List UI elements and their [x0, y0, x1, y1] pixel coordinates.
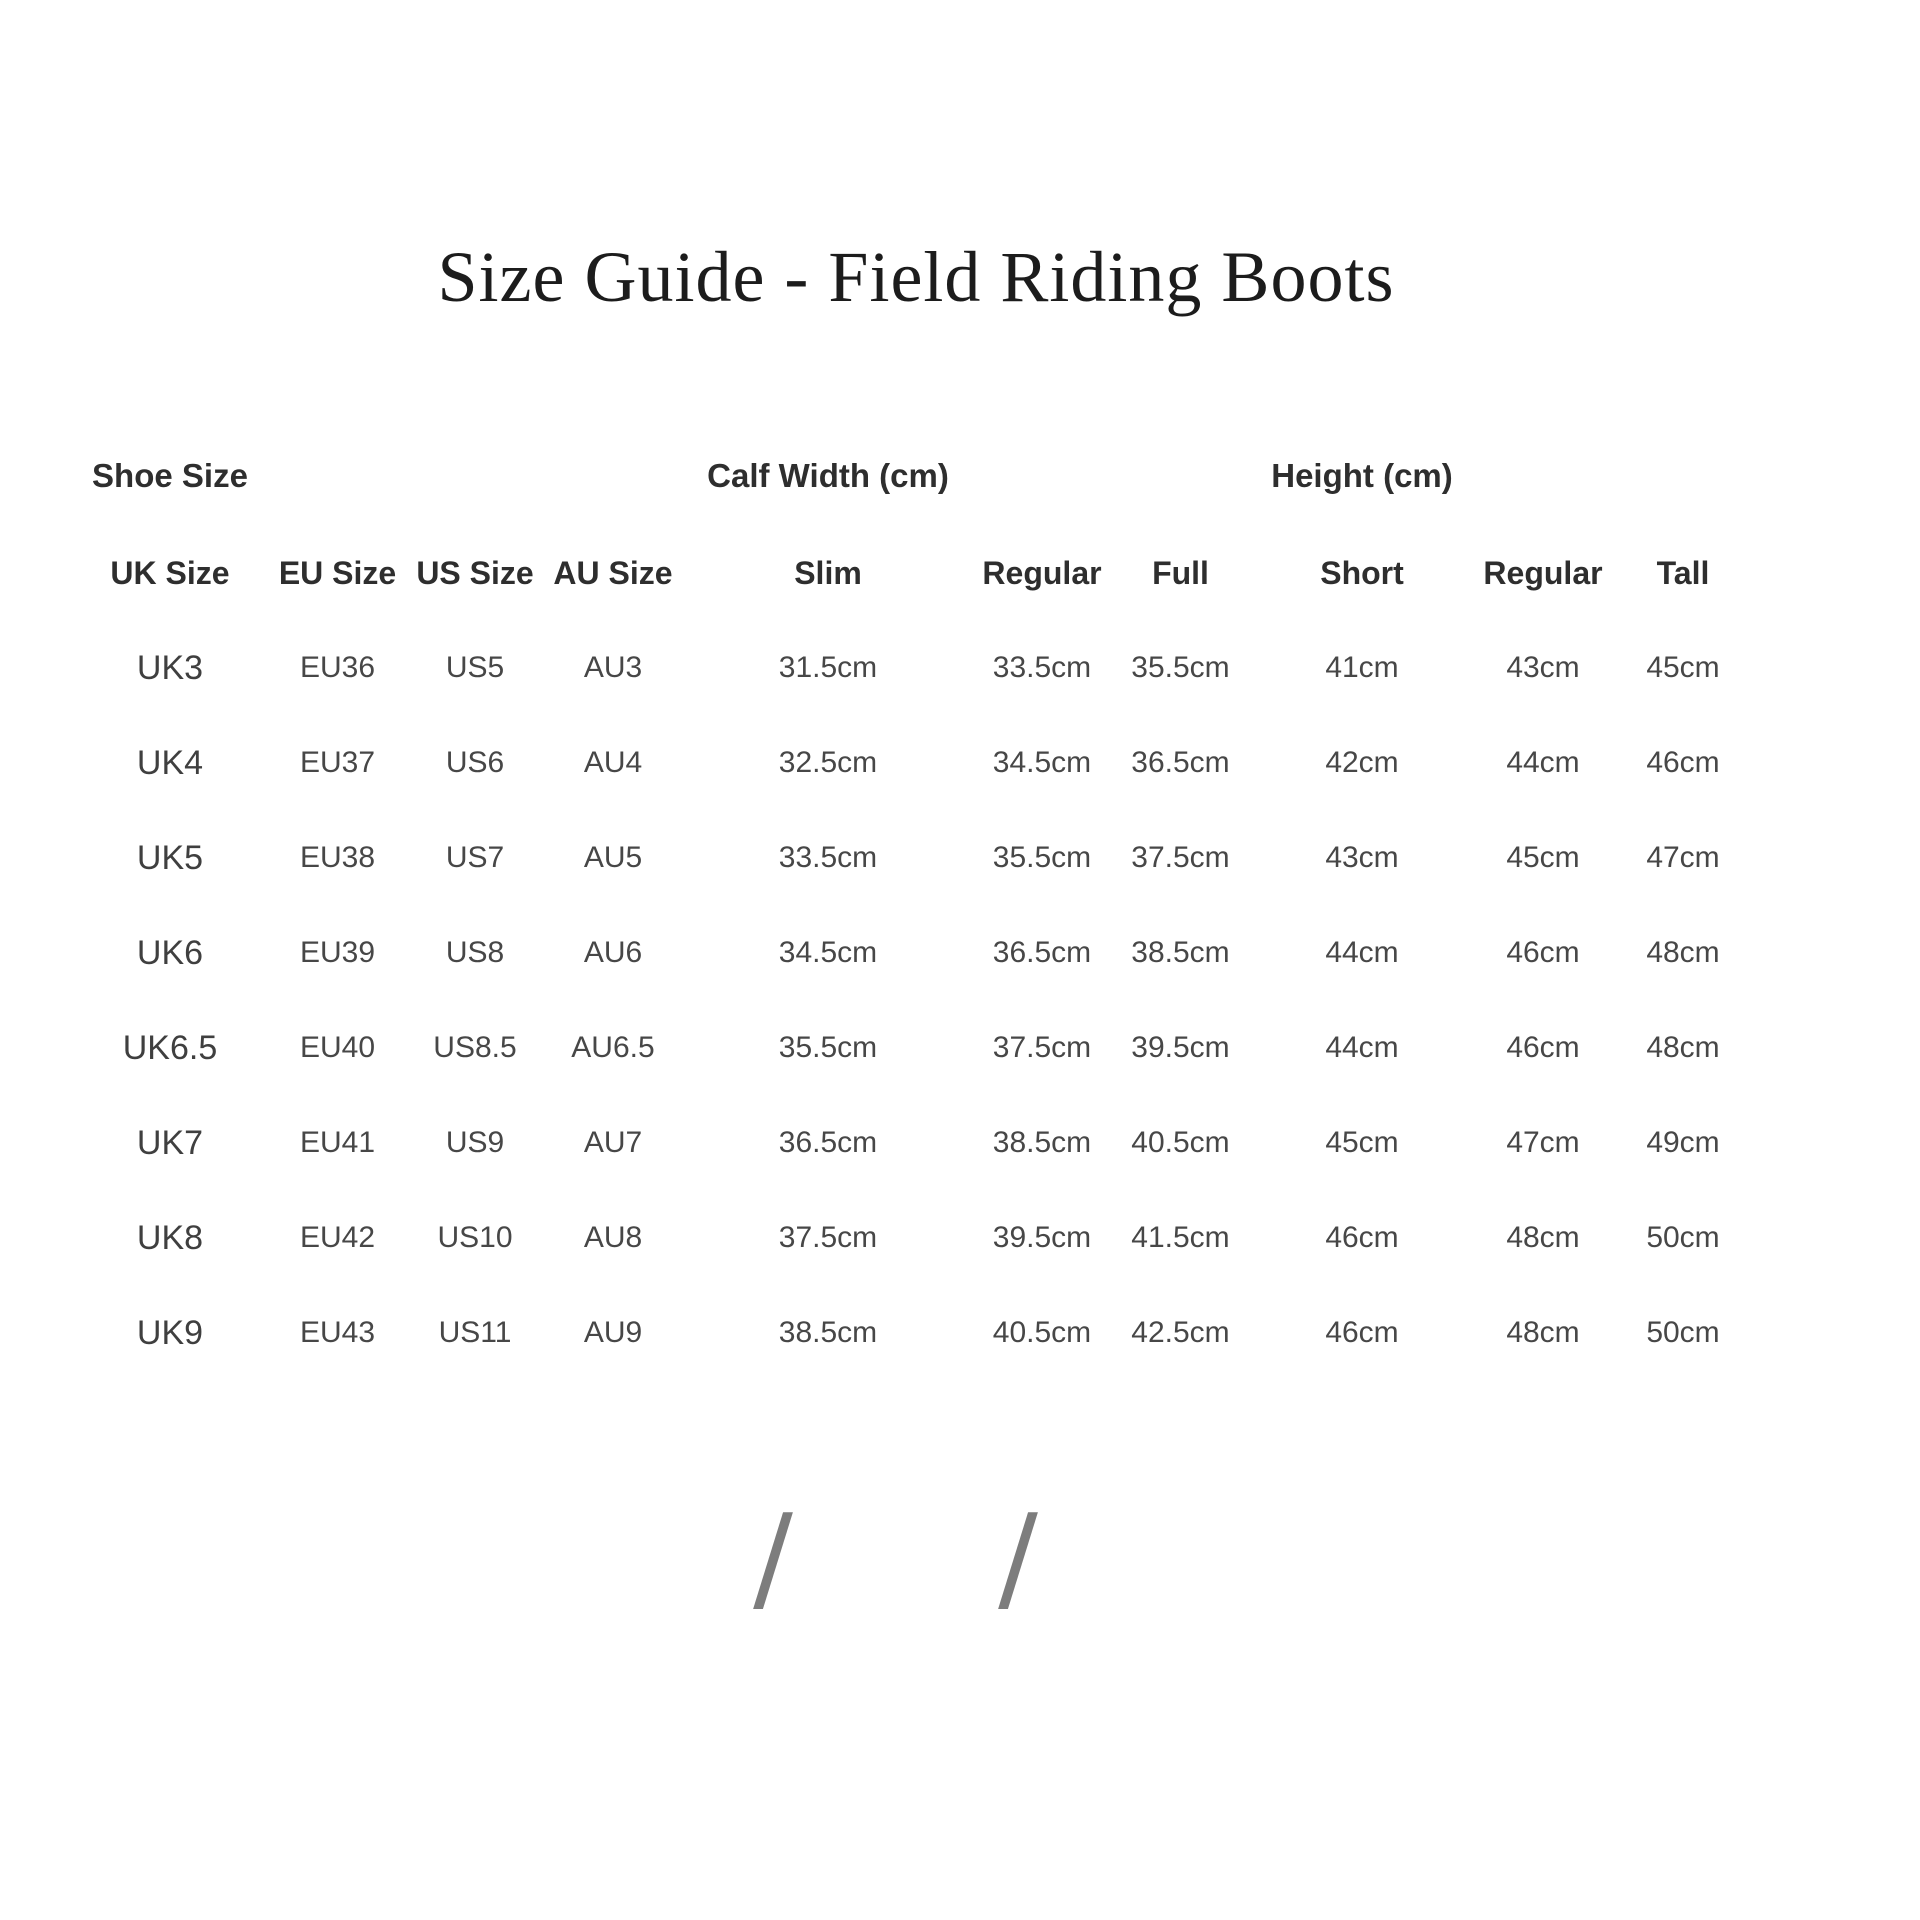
cell: 32.5cm [683, 717, 973, 809]
page-title: Size Guide - Field Riding Boots [437, 237, 1395, 317]
table-row [72, 1287, 1751, 1379]
cell: 50cm [1615, 1192, 1751, 1284]
table-row [72, 1097, 1751, 1189]
cell: 44cm [1474, 717, 1612, 809]
cell: 48cm [1615, 907, 1751, 999]
table-row [72, 1192, 1751, 1284]
cell: 47cm [1474, 1097, 1612, 1189]
table-row [72, 622, 1751, 714]
cell: US9 [407, 1097, 543, 1189]
cell: 35.5cm [683, 1002, 973, 1094]
cell: EU38 [271, 812, 404, 904]
column-header-au-size: AU Size [546, 527, 680, 619]
column-header-eu-size: EU Size [271, 527, 404, 619]
column-header-row [72, 527, 1751, 619]
cell: 45cm [1615, 622, 1751, 714]
row-header: UK7 [72, 1097, 268, 1189]
size-guide-table [69, 425, 1754, 1382]
cell: EU40 [271, 1002, 404, 1094]
cell: 37.5cm [1111, 812, 1250, 904]
table-row [72, 812, 1751, 904]
cell: 38.5cm [1111, 907, 1250, 999]
cell: EU39 [271, 907, 404, 999]
group-header-spacer [271, 428, 404, 524]
cell: 34.5cm [976, 717, 1108, 809]
row-header: UK6 [72, 907, 268, 999]
group-header-spacer [1474, 428, 1612, 524]
row-header: UK3 [72, 622, 268, 714]
column-header-regular: Regular [1474, 527, 1612, 619]
cell: 36.5cm [683, 1097, 973, 1189]
group-header-spacer [976, 428, 1108, 524]
cell: US8 [407, 907, 543, 999]
cell: 48cm [1615, 1002, 1751, 1094]
column-header-short: Short [1253, 527, 1471, 619]
row-header: UK5 [72, 812, 268, 904]
cell: 40.5cm [976, 1287, 1108, 1379]
cell: 45cm [1474, 812, 1612, 904]
group-header-spacer [407, 428, 543, 524]
table-row [72, 1002, 1751, 1094]
cell: 38.5cm [683, 1287, 973, 1379]
cell: 46cm [1615, 717, 1751, 809]
column-header-us-size: US Size [407, 527, 543, 619]
cell: 43cm [1474, 622, 1612, 714]
cell: 44cm [1253, 1002, 1471, 1094]
group-header-spacer [1111, 428, 1250, 524]
cell: US6 [407, 717, 543, 809]
column-header-tall: Tall [1615, 527, 1751, 619]
cell: 35.5cm [1111, 622, 1250, 714]
cell: AU4 [546, 717, 680, 809]
cell: 46cm [1474, 907, 1612, 999]
cell: 46cm [1253, 1192, 1471, 1284]
cell: 33.5cm [683, 812, 973, 904]
cell: 44cm [1253, 907, 1471, 999]
cell: 39.5cm [976, 1192, 1108, 1284]
cell: EU36 [271, 622, 404, 714]
table-row [72, 907, 1751, 999]
cell: 35.5cm [976, 812, 1108, 904]
cell: 31.5cm [683, 622, 973, 714]
column-header-full: Full [1111, 527, 1250, 619]
table-row [72, 717, 1751, 809]
cell: EU43 [271, 1287, 404, 1379]
cell: AU8 [546, 1192, 680, 1284]
cell: 42cm [1253, 717, 1471, 809]
cell: 41cm [1253, 622, 1471, 714]
row-header: UK9 [72, 1287, 268, 1379]
cell: 48cm [1474, 1287, 1612, 1379]
group-header-spacer [1615, 428, 1751, 524]
cell: AU3 [546, 622, 680, 714]
cell: 39.5cm [1111, 1002, 1250, 1094]
cell: AU7 [546, 1097, 680, 1189]
cell: US11 [407, 1287, 543, 1379]
row-header: UK6.5 [72, 1002, 268, 1094]
column-header-uk-size: UK Size [72, 527, 268, 619]
column-header-slim: Slim [683, 527, 973, 619]
cell: US7 [407, 812, 543, 904]
cell: 46cm [1253, 1287, 1471, 1379]
cell: AU9 [546, 1287, 680, 1379]
cell: 41.5cm [1111, 1192, 1250, 1284]
group-header-height: Height (cm) [1253, 428, 1471, 524]
group-header-spacer [546, 428, 680, 524]
cell: 34.5cm [683, 907, 973, 999]
cell: US5 [407, 622, 543, 714]
cell: US10 [407, 1192, 543, 1284]
row-header: UK8 [72, 1192, 268, 1284]
cell: 40.5cm [1111, 1097, 1250, 1189]
slash-placeholder-icon: / [998, 1488, 1038, 1626]
column-header-regular: Regular [976, 527, 1108, 619]
cell: 48cm [1474, 1192, 1612, 1284]
table-body [72, 428, 1751, 1379]
cell: EU37 [271, 717, 404, 809]
cell: 38.5cm [976, 1097, 1108, 1189]
cell: EU42 [271, 1192, 404, 1284]
group-header-row [72, 428, 1751, 524]
row-header: UK4 [72, 717, 268, 809]
cell: 37.5cm [683, 1192, 973, 1284]
slash-placeholder-icon: / [753, 1488, 793, 1626]
cell: AU5 [546, 812, 680, 904]
cell: US8.5 [407, 1002, 543, 1094]
cell: AU6 [546, 907, 680, 999]
cell: 43cm [1253, 812, 1471, 904]
cell: 45cm [1253, 1097, 1471, 1189]
cell: 50cm [1615, 1287, 1751, 1379]
group-header-shoe-size: Shoe Size [72, 428, 268, 524]
cell: 36.5cm [976, 907, 1108, 999]
cell: 42.5cm [1111, 1287, 1250, 1379]
group-header-calf-width: Calf Width (cm) [683, 428, 973, 524]
cell: 37.5cm [976, 1002, 1108, 1094]
cell: AU6.5 [546, 1002, 680, 1094]
cell: 46cm [1474, 1002, 1612, 1094]
cell: 33.5cm [976, 622, 1108, 714]
cell: EU41 [271, 1097, 404, 1189]
cell: 49cm [1615, 1097, 1751, 1189]
cell: 36.5cm [1111, 717, 1250, 809]
cell: 47cm [1615, 812, 1751, 904]
